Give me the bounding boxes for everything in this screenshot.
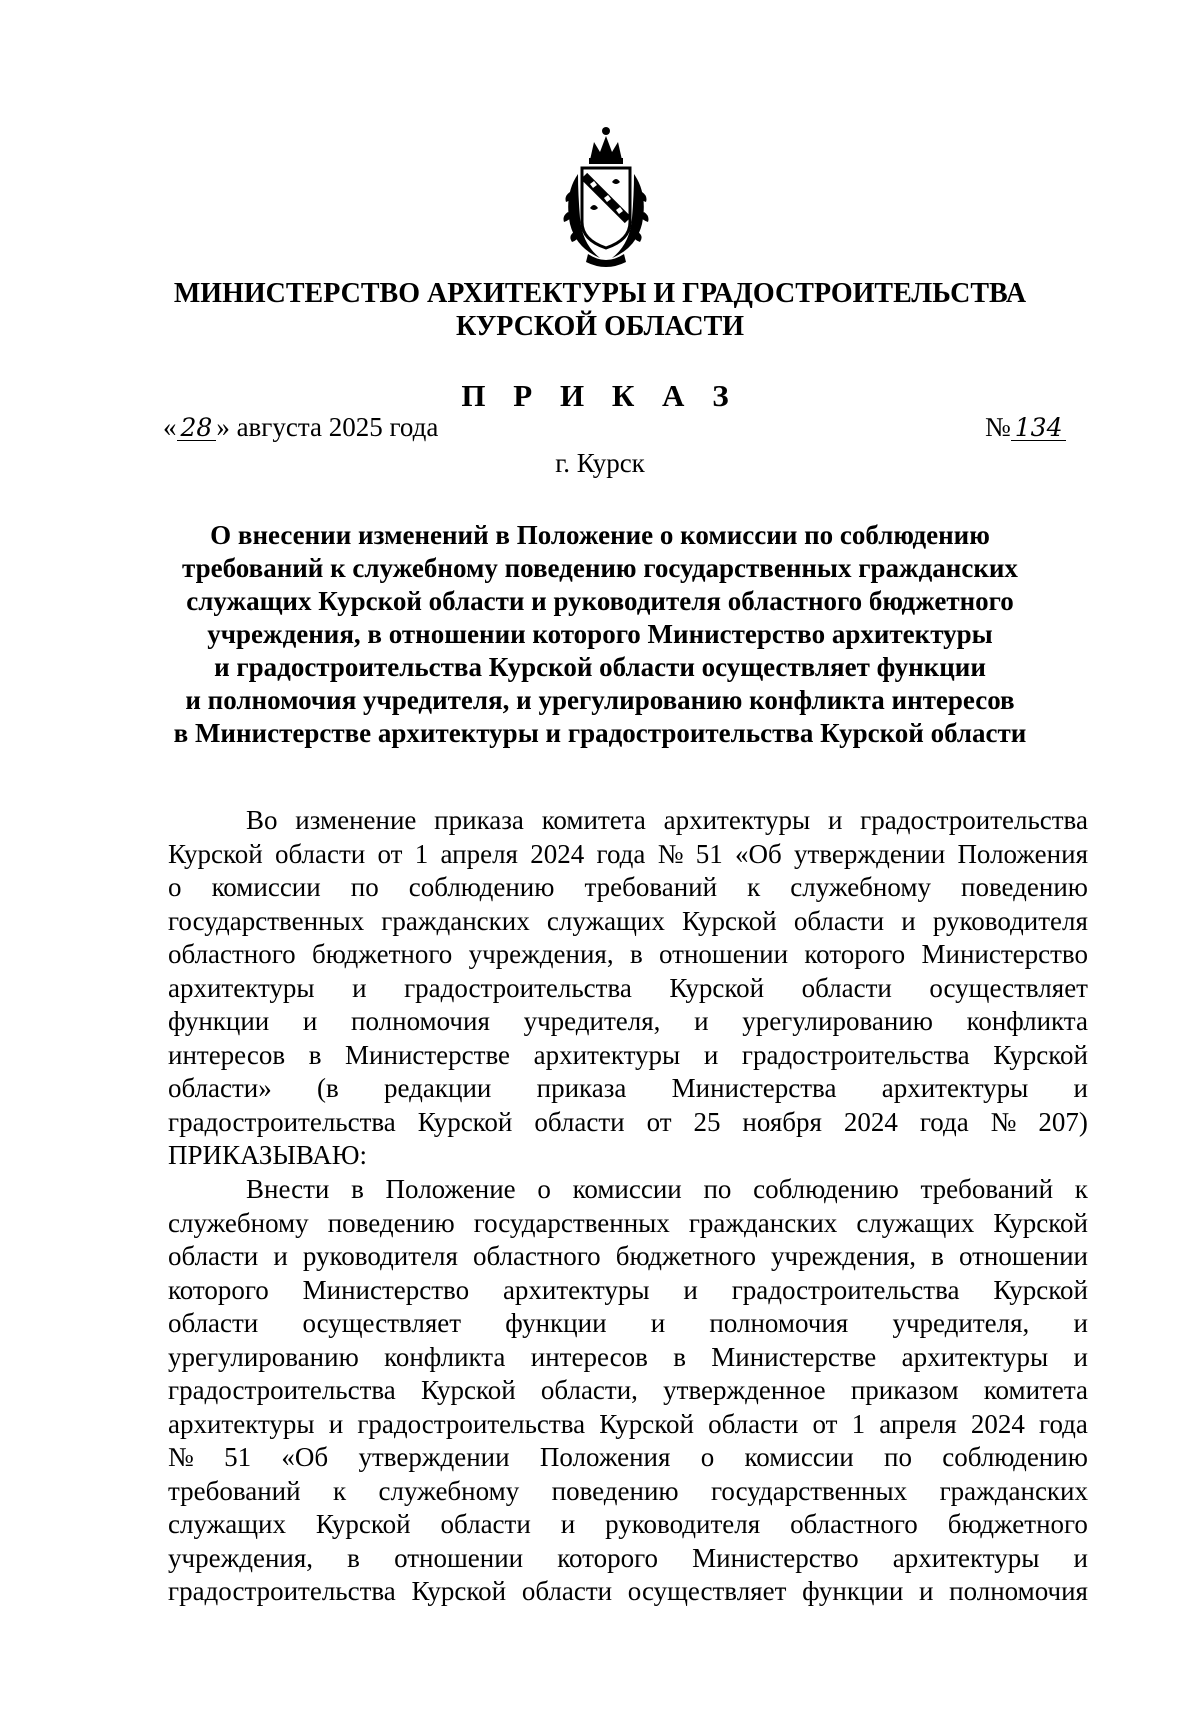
text-line xyxy=(168,1106,1088,1140)
word: соблюдению xyxy=(408,872,555,902)
word: в xyxy=(351,1174,364,1204)
word: архитектуры xyxy=(533,1039,681,1070)
word: функции xyxy=(505,1308,607,1338)
word: областного xyxy=(168,939,296,969)
word: Положения xyxy=(957,838,1088,869)
word: области» xyxy=(168,1073,272,1103)
word: осуществляет xyxy=(929,972,1088,1003)
word: по xyxy=(703,1174,732,1204)
word: года xyxy=(919,1106,969,1137)
word: отношении xyxy=(394,1542,524,1573)
order-title: П Р И К А З xyxy=(461,378,739,413)
word: функции xyxy=(168,1006,270,1036)
word: от xyxy=(377,838,403,869)
word: Курской xyxy=(599,1408,694,1439)
word: области xyxy=(440,1509,531,1539)
word: в xyxy=(347,1542,360,1573)
word: 2024 xyxy=(843,1106,898,1137)
word: поведению xyxy=(551,1475,679,1506)
word: Курской xyxy=(417,1106,513,1137)
text-line xyxy=(168,1408,1088,1442)
word: 1 xyxy=(414,838,429,869)
word: Курской xyxy=(411,1576,507,1606)
word: утверждении xyxy=(794,838,946,869)
text-line xyxy=(168,1374,1088,1408)
heading-line: и полномочия учредителя, и урегулированию конфликта интересов xyxy=(185,685,1015,715)
word: поведению xyxy=(327,1207,455,1238)
word: 2024 xyxy=(970,1408,1025,1439)
word: и xyxy=(352,972,367,1003)
word: полномочия xyxy=(709,1308,849,1338)
word: Курской xyxy=(315,1509,411,1539)
word: № xyxy=(657,838,684,869)
word: Курской xyxy=(993,1039,1088,1070)
word: градостроительства xyxy=(404,972,632,1003)
word: архитектуры xyxy=(892,1542,1040,1573)
heading-line: служащих Курской области и руководителя областного бюджетного xyxy=(186,586,1014,616)
word: области, xyxy=(540,1375,638,1405)
word: функции xyxy=(802,1576,904,1606)
word: учредителя, xyxy=(892,1308,1030,1338)
word: комитета xyxy=(541,805,646,835)
order-number xyxy=(985,412,1066,443)
word: комитета xyxy=(983,1375,1088,1405)
word: и xyxy=(827,805,843,835)
word: архитектуры xyxy=(663,805,811,835)
word: конфликта xyxy=(384,1341,506,1372)
word: Во xyxy=(246,805,278,835)
word: к xyxy=(333,1475,347,1506)
word: (в xyxy=(317,1073,339,1103)
word: и xyxy=(650,1308,666,1338)
ministry-name-line1: МИНИСТЕРСТВО АРХИТЕКТУРЫ И ГРАДОСТРОИТЕЛЬСТВА xyxy=(173,278,1027,309)
word: служебному xyxy=(168,1207,309,1238)
text-line xyxy=(168,1307,1088,1341)
word: № xyxy=(990,1106,1017,1137)
word: Министерства xyxy=(671,1073,837,1103)
word: 25 xyxy=(693,1106,721,1137)
word: области xyxy=(274,838,366,869)
word: урегулированию xyxy=(742,1006,933,1036)
word: учреждения, xyxy=(168,1542,314,1573)
word: Положение xyxy=(385,1174,516,1204)
word: архитектуры xyxy=(168,972,315,1003)
text-line xyxy=(168,1508,1088,1542)
word: апреля xyxy=(879,1408,957,1439)
word: градостроительства xyxy=(860,805,1088,835)
word: «Об xyxy=(281,1442,329,1472)
word: в xyxy=(931,1241,944,1271)
heading-line: в Министерстве архитектуры и градостроительства Курской области xyxy=(173,718,1027,748)
word: области xyxy=(534,1106,625,1137)
word: по xyxy=(350,872,379,902)
word: государственных xyxy=(711,1475,908,1506)
text-line xyxy=(168,1341,1088,1375)
word: области xyxy=(521,1576,613,1606)
word: архитектуры xyxy=(168,1408,315,1439)
word: интересов xyxy=(168,1039,286,1070)
order-city: г. Курск xyxy=(555,448,645,478)
word: области xyxy=(168,1241,259,1271)
number-prefix: № xyxy=(985,412,1011,442)
word: комиссии xyxy=(211,872,321,902)
text-line xyxy=(168,1475,1088,1509)
word: изменение xyxy=(295,805,417,835)
word: градостроительства xyxy=(741,1039,970,1070)
word: осуществляет xyxy=(627,1576,787,1606)
word: и xyxy=(560,1509,576,1539)
word: и xyxy=(683,1274,698,1305)
word: требований xyxy=(168,1475,301,1506)
word: «Об xyxy=(735,838,782,869)
word: полномочия xyxy=(351,1006,490,1036)
text-line xyxy=(168,972,1088,1006)
word: областного xyxy=(790,1509,918,1539)
word: приказа xyxy=(536,1073,627,1103)
word: интересов xyxy=(530,1341,648,1372)
date-open-quote: « xyxy=(163,412,177,442)
word: бюджетного xyxy=(947,1509,1088,1539)
heading-line: учреждения, в отношении которого Министерство архитектуры xyxy=(207,619,993,649)
word: года xyxy=(596,838,646,869)
word: которого xyxy=(168,1274,269,1305)
word: 207) xyxy=(1038,1106,1088,1137)
word: соблюдению xyxy=(753,1174,899,1204)
word: Министерство xyxy=(921,939,1088,969)
word: Курской xyxy=(993,1207,1088,1238)
word: гражданских xyxy=(688,1207,838,1238)
coat-of-arms-icon xyxy=(560,122,652,272)
text-line xyxy=(168,1542,1088,1576)
word: 51 xyxy=(224,1442,252,1472)
word: апреля xyxy=(440,838,518,869)
text-line xyxy=(168,804,1088,838)
word: ноября xyxy=(742,1106,822,1137)
word: в xyxy=(308,1039,322,1070)
text-line xyxy=(168,1173,1088,1207)
word: гражданских xyxy=(939,1475,1088,1506)
word: полномочия xyxy=(949,1576,1088,1606)
word: в xyxy=(673,1341,686,1372)
word: архитектуры xyxy=(881,1073,1029,1103)
word: служащих xyxy=(546,905,665,936)
text-line xyxy=(168,1575,1088,1609)
text-line xyxy=(168,1274,1088,1308)
text-line xyxy=(168,1005,1088,1039)
word: года xyxy=(1039,1408,1088,1439)
word: градостроительства xyxy=(731,1274,960,1305)
word: и xyxy=(1073,1542,1088,1573)
word: отношении xyxy=(958,1241,1088,1271)
word: области xyxy=(708,1408,799,1439)
word: и xyxy=(302,1006,318,1036)
word: и xyxy=(1073,1308,1088,1338)
word: служебному xyxy=(790,872,931,902)
word: требований xyxy=(920,1174,1054,1204)
heading-line: и градостроительства Курской области осуществляет функции xyxy=(214,652,986,682)
date-day-handwritten: 28 xyxy=(177,416,217,441)
word: руководителя xyxy=(605,1509,761,1539)
word: бюджетного xyxy=(312,939,453,969)
ministry-name-line2: КУРСКОЙ ОБЛАСТИ xyxy=(455,311,745,342)
word: градостроительства xyxy=(168,1375,396,1405)
word: конфликта xyxy=(966,1006,1088,1036)
word: утверждении xyxy=(358,1442,510,1472)
word: к xyxy=(747,872,761,902)
word: градостроительства xyxy=(168,1106,396,1137)
word: и xyxy=(901,905,916,936)
word: служащих xyxy=(168,1509,286,1539)
text-line xyxy=(168,871,1088,905)
word: к xyxy=(1074,1174,1088,1204)
word: Курской xyxy=(682,905,777,936)
word: от xyxy=(812,1408,838,1439)
word: архитектуры xyxy=(502,1274,650,1305)
word: руководителя xyxy=(932,905,1088,936)
heading-line: О внесении изменений в Положение о комиссии по соблюдению xyxy=(210,520,990,550)
order-subject-heading xyxy=(140,519,1060,750)
word: 2024 xyxy=(530,838,585,869)
text-line xyxy=(168,1441,1088,1475)
word: приказом xyxy=(850,1375,959,1405)
date-rest: » августа 2025 года xyxy=(216,412,439,442)
word: Министерстве xyxy=(711,1341,877,1372)
number-handwritten: 134 xyxy=(1011,416,1067,441)
paragraph-order xyxy=(168,1173,1088,1609)
word: градостроительства xyxy=(168,1576,396,1606)
text-line xyxy=(168,838,1088,872)
word: Внести xyxy=(246,1174,330,1204)
text-line xyxy=(168,938,1088,972)
word: урегулированию xyxy=(168,1341,359,1372)
word: редакции xyxy=(384,1073,492,1103)
word: и xyxy=(694,1006,709,1036)
word: и xyxy=(328,1408,344,1439)
word: градостроительства xyxy=(357,1408,586,1439)
word: Курской xyxy=(168,838,263,869)
word: и xyxy=(703,1039,719,1070)
word: соблюдению xyxy=(942,1442,1088,1472)
paragraph-preamble xyxy=(168,804,1088,1173)
text-line xyxy=(168,1207,1088,1241)
word: отношении xyxy=(659,939,789,969)
word: Министерство xyxy=(302,1274,470,1305)
word: и xyxy=(1073,1341,1088,1372)
word: и xyxy=(1073,1073,1088,1103)
word: требований xyxy=(584,872,718,902)
word: государственных xyxy=(168,905,365,936)
word: бюджетного xyxy=(615,1241,756,1271)
word: служебному xyxy=(378,1475,520,1506)
word: которого xyxy=(557,1542,658,1573)
word: Министерство xyxy=(692,1542,859,1573)
text-line xyxy=(168,1039,1088,1073)
word: учредителя, xyxy=(523,1006,661,1036)
word: комиссии xyxy=(744,1442,854,1472)
word: в xyxy=(629,939,643,969)
word: учреждения, xyxy=(468,939,614,969)
word: Курской xyxy=(669,972,765,1003)
word: области xyxy=(168,1308,259,1338)
word: служащих xyxy=(856,1207,975,1238)
word: Положения xyxy=(539,1442,671,1472)
word: государственных xyxy=(473,1207,670,1238)
word: по xyxy=(884,1442,912,1472)
text-line xyxy=(168,1240,1088,1274)
word: комиссии xyxy=(572,1174,682,1204)
word: утвержденное xyxy=(663,1375,826,1405)
word: о xyxy=(537,1174,551,1204)
word: и xyxy=(273,1241,288,1271)
word: учреждения, xyxy=(771,1241,917,1271)
word: Курской xyxy=(993,1274,1088,1305)
text-line xyxy=(168,1072,1088,1106)
word: о xyxy=(168,872,182,902)
word: архитектуры xyxy=(901,1341,1049,1372)
word: гражданских xyxy=(381,905,530,936)
word: 51 xyxy=(695,838,723,869)
word: приказа xyxy=(434,805,524,835)
word: осуществляет xyxy=(302,1308,462,1338)
word: Курской xyxy=(421,1375,516,1405)
word: № xyxy=(168,1442,194,1472)
text-line: ПРИКАЗЫВАЮ: xyxy=(168,1140,367,1170)
word: области xyxy=(801,972,892,1003)
word: области xyxy=(793,905,885,936)
word: Министерстве xyxy=(345,1039,511,1070)
word: 1 xyxy=(851,1408,866,1439)
word: поведению xyxy=(961,872,1088,902)
word: которого xyxy=(804,939,906,969)
word: областного xyxy=(473,1241,601,1271)
order-date xyxy=(163,412,438,443)
word: от xyxy=(646,1106,672,1137)
text-line xyxy=(168,905,1088,939)
heading-line: требований к служебному поведению государственных гражданских xyxy=(182,553,1018,583)
word: и xyxy=(919,1576,934,1606)
word: о xyxy=(700,1442,715,1472)
word: руководителя xyxy=(302,1241,458,1271)
